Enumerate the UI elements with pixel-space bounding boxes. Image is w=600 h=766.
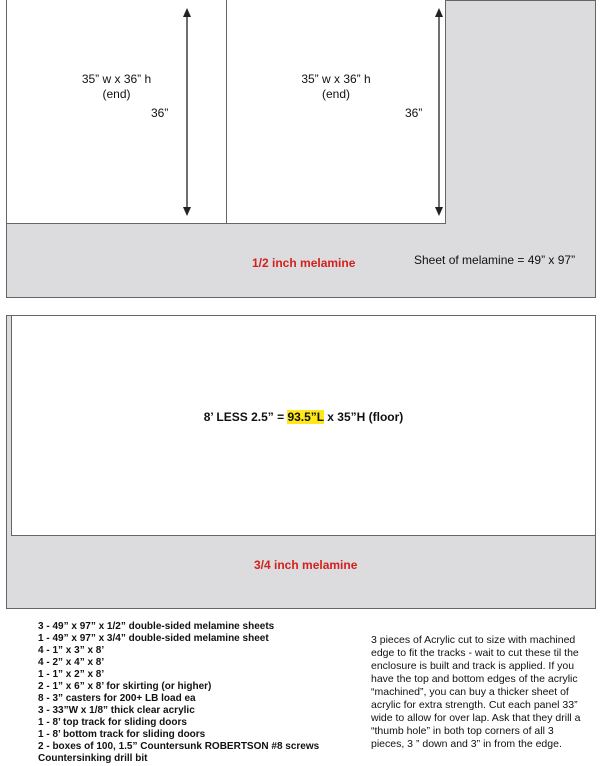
end-panel-left <box>6 0 227 224</box>
acrylic-notes <box>371 634 597 751</box>
list-item: 4 - 2” x 4” x 8’ <box>38 657 105 668</box>
list-item: 1 - 1” x 2” x 8’ <box>38 669 105 680</box>
list-item: 8 - 3” casters for 200+ LB load ea <box>38 693 196 704</box>
list-item: Countersinking drill bit <box>38 753 148 764</box>
note-line: have the top and bottom edges of the acrylic <box>371 673 578 685</box>
end-panel-right-type: (end) <box>321 87 350 101</box>
list-item: 3 - 49” x 97” x 1/2” double-sided melamine sheets <box>38 621 275 632</box>
floor-panel-height: x 35”H (floor) <box>323 410 404 424</box>
list-item: 1 - 8’ bottom track for sliding doors <box>38 729 206 740</box>
list-item: 4 - 1” x 3” x 8’ <box>38 645 105 656</box>
end-panel-right-size: 35” w x 36” h <box>301 72 371 86</box>
list-item: 1 - 49” x 97” x 3/4” double-sided melamine sheet <box>38 633 269 644</box>
note-line: enclosure is built and track is applied. If you <box>371 660 575 672</box>
height-arrow-left <box>181 8 193 216</box>
height-arrow-right <box>433 8 445 216</box>
material-label-three-quarter-inch: 3/4 inch melamine <box>254 558 358 572</box>
floor-panel-label <box>11 410 596 424</box>
list-item: 2 - 1” x 6” x 8’ for skirting (or higher) <box>38 681 212 692</box>
materials-list <box>38 621 328 765</box>
material-label-half-inch: 1/2 inch melamine <box>252 256 356 270</box>
end-panel-left-type: (end) <box>102 87 131 101</box>
height-dimension-left: 36” <box>151 106 169 120</box>
end-panel-right-label <box>226 72 446 102</box>
floor-panel-length-prefix: 8’ LESS 2.5” = <box>203 410 288 424</box>
note-line: “thumb hole” in both top corners of all 3 <box>371 725 554 737</box>
height-dimension-right: 36” <box>405 106 423 120</box>
list-item: 2 - boxes of 100, 1.5” Countersunk ROBERTSON #8 screws <box>38 741 320 752</box>
note-line: wide to allow for over lap. Ask that they drill a <box>371 712 581 724</box>
note-line: acrylic for extra strength. Cut each panel 33” <box>371 699 578 711</box>
floor-panel-length-highlight: 93.5”L <box>287 410 324 424</box>
floor-panel <box>11 315 596 536</box>
sheet-size-label: Sheet of melamine = 49” x 97” <box>414 253 576 267</box>
list-item: 1 - 8’ top track for sliding doors <box>38 717 187 728</box>
end-panel-left-label <box>6 72 227 102</box>
note-line: “machined”, you can buy a thicker sheet of <box>371 686 569 698</box>
note-line: 3 pieces of Acrylic cut to size with machined <box>371 634 576 646</box>
end-panel-left-size: 35” w x 36” h <box>81 72 152 86</box>
note-line: edge to fit the tracks - wait to cut these til the <box>371 647 579 659</box>
note-line: pieces, 3 ” down and 3” in from the edge. <box>371 738 562 750</box>
list-item: 3 - 33”W x 1/8” thick clear acrylic <box>38 705 195 716</box>
